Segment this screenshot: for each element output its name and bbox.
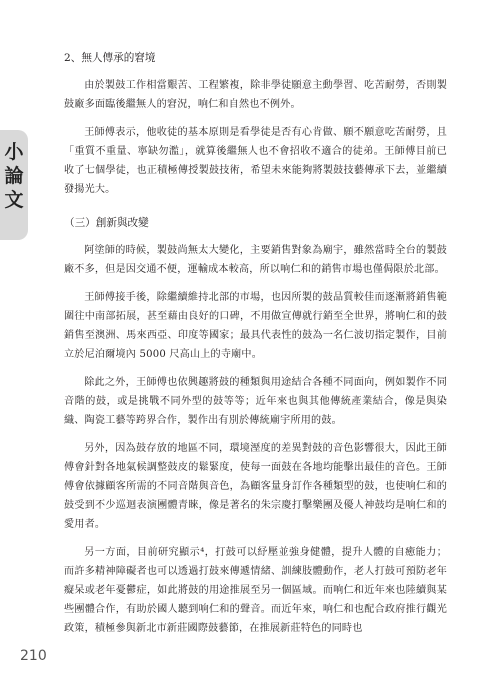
- body-paragraph: 除此之外，王師傅也依興趣將鼓的種類與用途結合各種不同面向，例如製作不同音階的鼓，或是挑戰不同外型的鼓等等；近年來也與其他傳統產業結合，像是與染織、陶瓷工藝等跨界合作，製作出有別於傳統廟宇所用的鼓。: [64, 377, 447, 426]
- body-paragraph: 由於製鼓工作相當艱苦、工程繁複，除非學徒願意主動學習、吃苦耐勞，否則製鼓廠多面臨後繼無人的窘況，响仁和自然也不例外。: [64, 80, 447, 110]
- chapter-side-label: [3, 140, 25, 212]
- body-paragraph: 阿塗師的時候，製鼓尚無太大變化，主要銷售對象為廟宇，雖然當時全台的製鼓廠不多，但是因交通不便，運輸成本較高，所以响仁和的銷售市場也僅侷限於北部。: [64, 245, 447, 275]
- side-label-char: 小: [4, 141, 24, 163]
- body-paragraph: 王師傅表示，他收徒的基本原則是看學徒是否有心肯做、願不願意吃苦耐勞，且「重質不重量、寧缺勿濫」，就算後繼無人也不會招收不適合的徒弟。王師傅目前已收了七個學徒，也正積極傳授製鼓技術，希望未來能夠將製鼓技藝傳承下去，並繼續發揚光大。: [64, 127, 447, 195]
- body-paragraph: 另一方面，目前研究顯示⁴，打鼓可以紓壓並強身健體，提升人體的自癒能力；而許多精神障礙者也可以透過打鼓來傳遞情緒、訓練肢體動作，老人打鼓可預防老年癡呆或老年憂鬱症，如此將鼓的用途推展至另一個區域。而响仁和近年來也陸續與某些團體合作，有助於國人聽到响仁和的聲音。而近年來，响仁和也配合政府推行觀光政策，積極參與新北市新莊國際鼓藝節，在推展新莊特色的同時也: [64, 547, 447, 634]
- side-label-char: 文: [4, 189, 24, 211]
- body-paragraph: 王師傅接手後，除繼續維持北部的市場，也因所製的鼓品質較佳而逐漸將銷售範圍往中南部拓展，甚至藉由良好的口碑，不用做宣傳就行銷至全世界，將响仁和的鼓銷售至澳洲、馬來西亞、印度等國家；最具代表性的鼓為一名仁波切指定製作，目前立於尼泊爾境內 5000 尺高山上的寺廟中。: [64, 292, 447, 360]
- side-label-char: 論: [4, 165, 24, 187]
- body-paragraph: 另外，因為鼓存放的地區不同，環境溼度的差異對鼓的音色影響很大，因此王師傅會針對各地氣候調整鼓皮的鬆緊度，使每一面鼓在各地均能擊出最佳的音色。王師傅會依據顧客所需的不同音階與音色，為顧客量身訂作各種類型的鼓，也使响仁和的鼓受到不少巡迴表演團體青睞，像是著名的朱宗慶打擊樂團及優人神鼓均是响仁和的愛用者。: [64, 443, 447, 530]
- page-content: [64, 50, 447, 647]
- section-heading: （三）創新與改變: [64, 217, 149, 229]
- section-heading: 2、無人傳承的窘境: [64, 52, 156, 64]
- page-number: 210: [20, 648, 47, 664]
